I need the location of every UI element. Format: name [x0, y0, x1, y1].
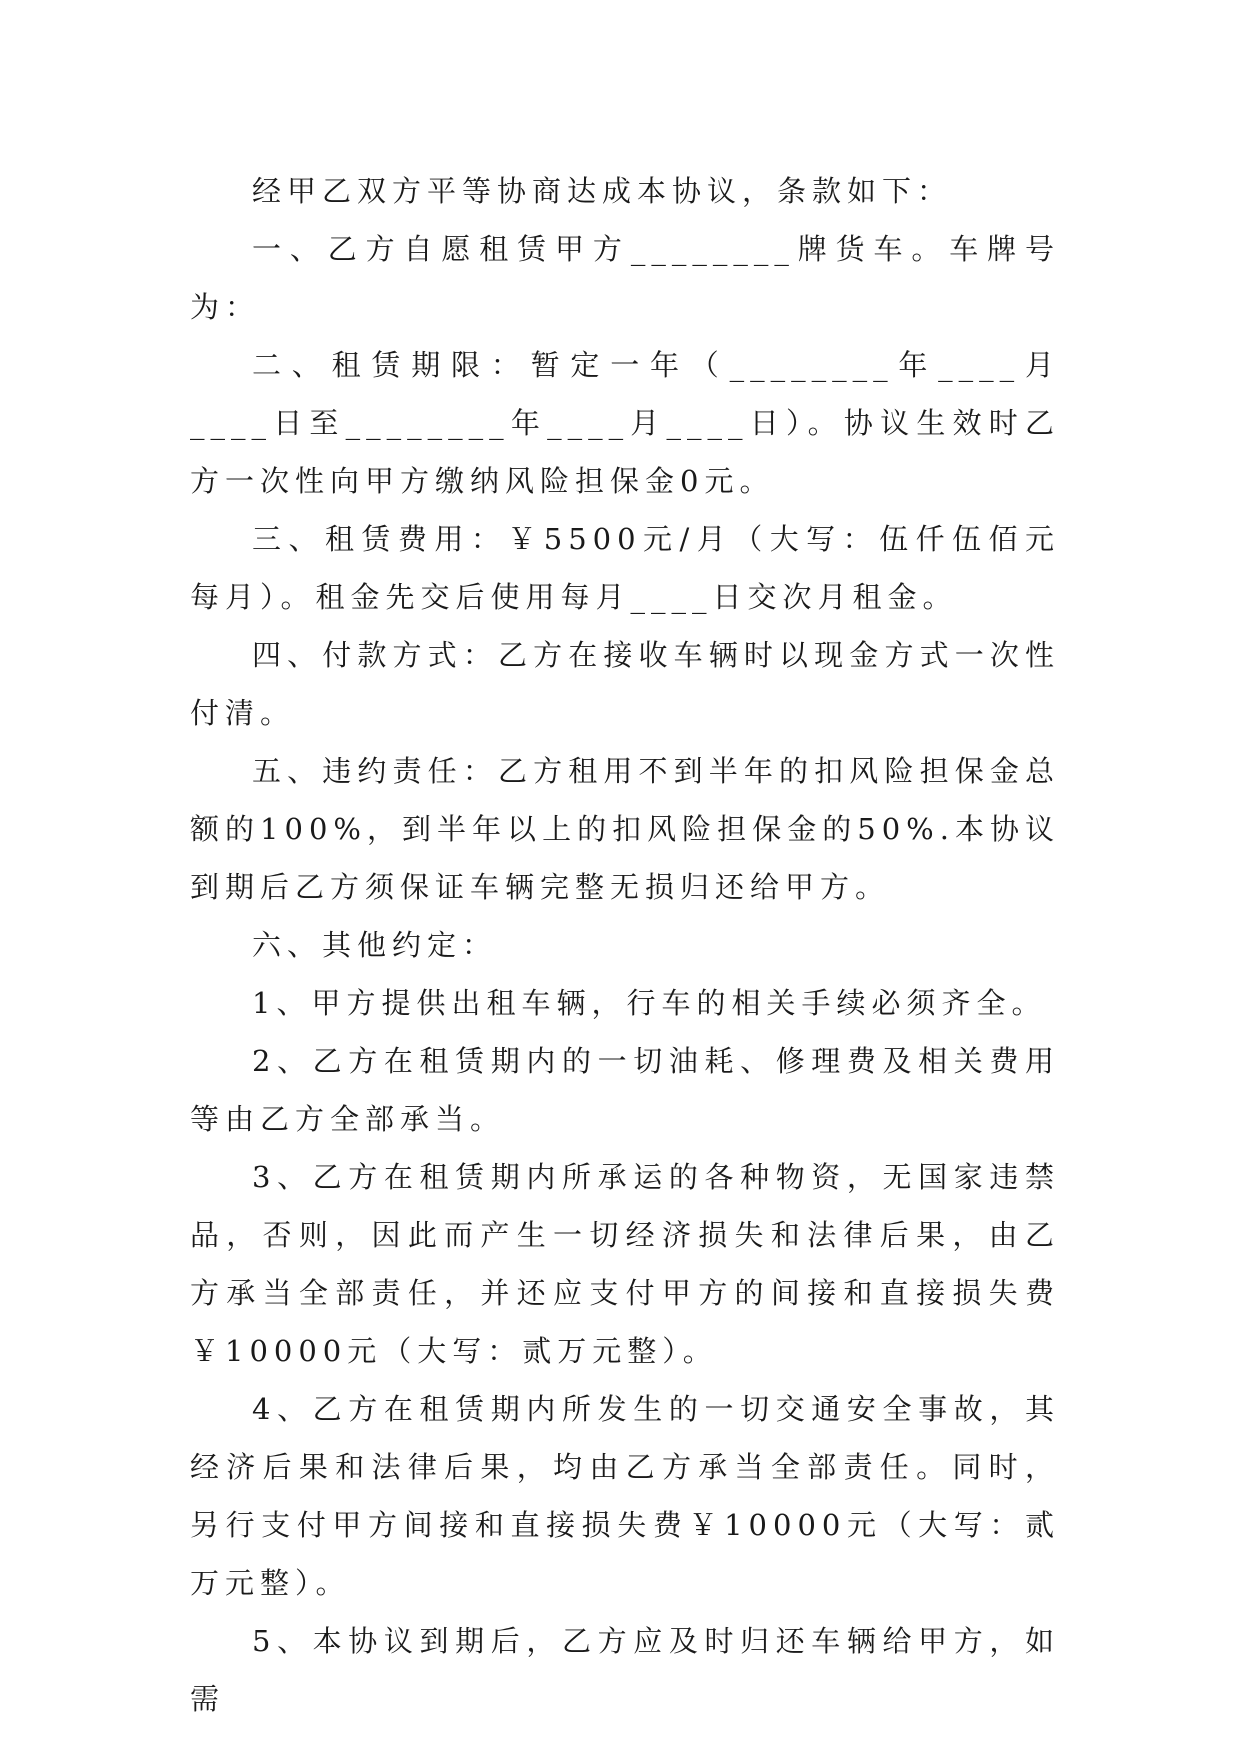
paragraph-clause-5: 五、违约责任：乙方租用不到半年的扣风险担保金总额的100%，到半年以上的扣风险担保金的50%.本协议到期后乙方须保证车辆完整无损归还给甲方。 [190, 754, 1060, 904]
paragraph-intro: 经甲乙双方平等协商达成本协议，条款如下： [252, 174, 953, 208]
paragraph-clause-3: 三、租赁费用：￥5500元/月（大写：伍仟伍佰元每月）。租金先交后使用每月____日交次月租金。 [190, 522, 1060, 614]
paragraph-clause-6-heading: 六、其他约定： [252, 928, 498, 962]
paragraph-item-1: 1、甲方提供出租车辆，行车的相关手续必须齐全。 [252, 986, 1047, 1020]
paragraph-item-4: 4、乙方在租赁期内所发生的一切交通安全事故，其经济后果和法律后果，均由乙方承当全部责任。同时，另行支付甲方间接和直接损失费￥10000元（大写：贰万元整）。 [190, 1392, 1060, 1600]
paragraph-item-2: 2、乙方在租赁期内的一切油耗、修理费及相关费用等由乙方全部承当。 [190, 1044, 1060, 1136]
paragraph-clause-4: 四、付款方式：乙方在接收车辆时以现金方式一次性付清。 [190, 638, 1060, 730]
paragraph-clause-1: 一、乙方自愿租赁甲方________牌货车。车牌号为： [190, 232, 1060, 324]
paragraph-clause-2: 二、租赁期限：暂定一年（________年____月____日至________年____月____日）。协议生效时乙方一次性向甲方缴纳风险担保金0元。 [190, 348, 1060, 498]
paragraph-item-3: 3、乙方在租赁期内所承运的各种物资，无国家违禁品，否则，因此而产生一切经济损失和法律后果，由乙方承当全部责任，并还应支付甲方的间接和直接损失费￥10000元（大写：贰万元整）。 [190, 1160, 1060, 1368]
agreement-body [190, 162, 1060, 1728]
paragraph-item-5: 5、本协议到期后，乙方应及时归还车辆给甲方，如需 [190, 1624, 1060, 1716]
